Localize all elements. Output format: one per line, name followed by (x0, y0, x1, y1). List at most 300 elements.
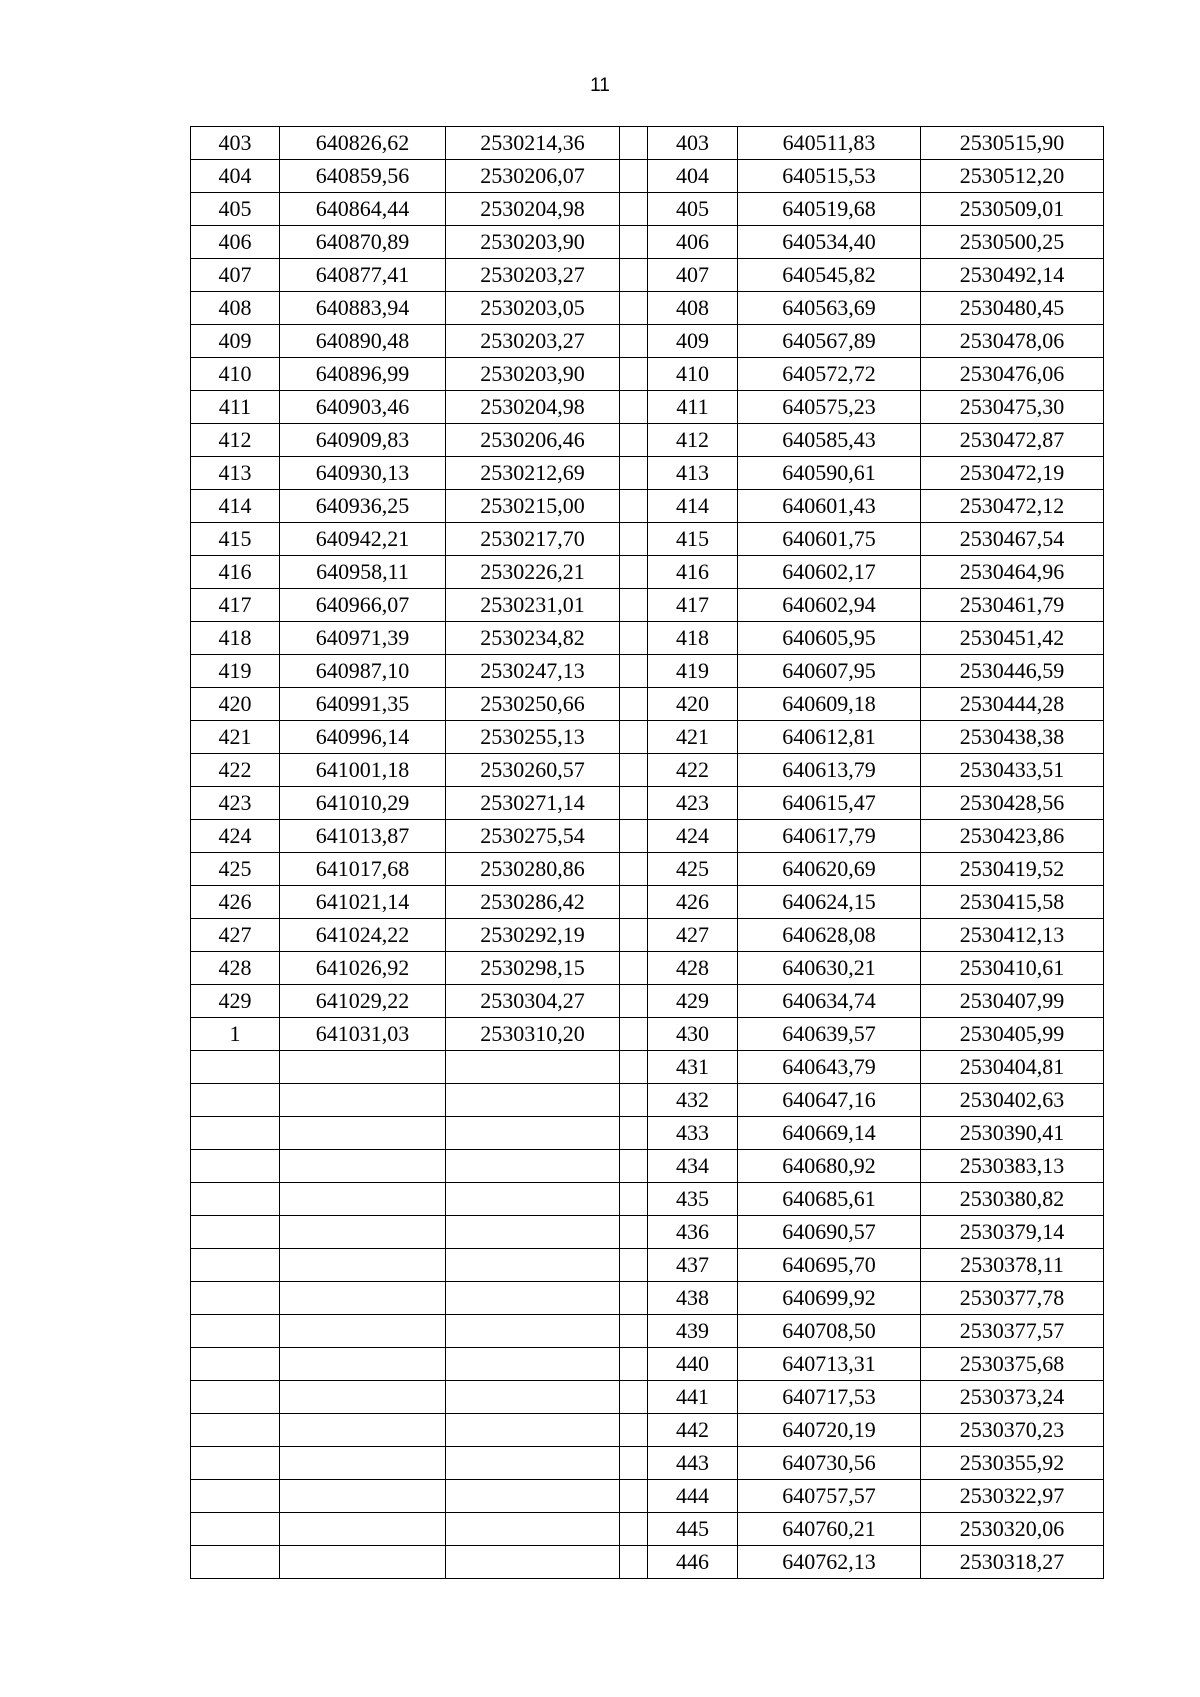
right-x-coordinate-cell: 640609,18 (738, 688, 921, 721)
separator-cell (620, 523, 648, 556)
table-row (191, 226, 1104, 259)
table-row (191, 1183, 1104, 1216)
left-x-coordinate-cell: 640883,94 (280, 292, 446, 325)
right-y-coordinate-cell: 2530373,24 (921, 1381, 1104, 1414)
table-row (191, 1084, 1104, 1117)
separator-cell (620, 1480, 648, 1513)
left-y-coordinate-cell: 2530250,66 (446, 688, 620, 721)
right-point-number-cell: 435 (648, 1183, 738, 1216)
right-y-coordinate-cell: 2530390,41 (921, 1117, 1104, 1150)
right-point-number-cell: 436 (648, 1216, 738, 1249)
table-row (191, 1348, 1104, 1381)
right-y-coordinate-cell: 2530515,90 (921, 127, 1104, 160)
separator-cell (620, 292, 648, 325)
right-y-coordinate-cell: 2530402,63 (921, 1084, 1104, 1117)
separator-cell (620, 490, 648, 523)
right-y-coordinate-cell: 2530433,51 (921, 754, 1104, 787)
right-point-number-cell: 444 (648, 1480, 738, 1513)
right-y-coordinate-cell: 2530379,14 (921, 1216, 1104, 1249)
right-y-coordinate-cell: 2530407,99 (921, 985, 1104, 1018)
right-y-coordinate-cell: 2530410,61 (921, 952, 1104, 985)
left-point-number-cell: 413 (191, 457, 280, 490)
left-x-coordinate-cell (280, 1381, 446, 1414)
right-y-coordinate-cell: 2530478,06 (921, 325, 1104, 358)
right-point-number-cell: 426 (648, 886, 738, 919)
right-x-coordinate-cell: 640757,57 (738, 1480, 921, 1513)
left-x-coordinate-cell (280, 1216, 446, 1249)
left-y-coordinate-cell: 2530292,19 (446, 919, 620, 952)
right-x-coordinate-cell: 640639,57 (738, 1018, 921, 1051)
table-row (191, 1150, 1104, 1183)
table-row (191, 688, 1104, 721)
right-y-coordinate-cell: 2530380,82 (921, 1183, 1104, 1216)
left-point-number-cell (191, 1249, 280, 1282)
separator-cell (620, 1414, 648, 1447)
right-x-coordinate-cell: 640534,40 (738, 226, 921, 259)
separator-cell (620, 1051, 648, 1084)
right-y-coordinate-cell: 2530404,81 (921, 1051, 1104, 1084)
separator-cell (620, 457, 648, 490)
right-point-number-cell: 407 (648, 259, 738, 292)
right-y-coordinate-cell: 2530446,59 (921, 655, 1104, 688)
table-row (191, 886, 1104, 919)
right-y-coordinate-cell: 2530378,11 (921, 1249, 1104, 1282)
right-x-coordinate-cell: 640607,95 (738, 655, 921, 688)
right-x-coordinate-cell: 640617,79 (738, 820, 921, 853)
left-point-number-cell: 411 (191, 391, 280, 424)
right-x-coordinate-cell: 640515,53 (738, 160, 921, 193)
right-y-coordinate-cell: 2530320,06 (921, 1513, 1104, 1546)
right-y-coordinate-cell: 2530377,57 (921, 1315, 1104, 1348)
right-y-coordinate-cell: 2530412,13 (921, 919, 1104, 952)
left-point-number-cell: 419 (191, 655, 280, 688)
separator-cell (620, 424, 648, 457)
table-row (191, 1414, 1104, 1447)
right-point-number-cell: 404 (648, 160, 738, 193)
left-x-coordinate-cell (280, 1051, 446, 1084)
right-y-coordinate-cell: 2530475,30 (921, 391, 1104, 424)
right-x-coordinate-cell: 640545,82 (738, 259, 921, 292)
left-x-coordinate-cell: 640966,07 (280, 589, 446, 622)
left-x-coordinate-cell: 641031,03 (280, 1018, 446, 1051)
left-point-number-cell: 423 (191, 787, 280, 820)
table-row (191, 193, 1104, 226)
left-point-number-cell (191, 1216, 280, 1249)
right-y-coordinate-cell: 2530472,87 (921, 424, 1104, 457)
left-point-number-cell: 417 (191, 589, 280, 622)
table-row (191, 160, 1104, 193)
right-point-number-cell: 424 (648, 820, 738, 853)
right-point-number-cell: 443 (648, 1447, 738, 1480)
table-row (191, 1282, 1104, 1315)
table-row (191, 424, 1104, 457)
right-y-coordinate-cell: 2530383,13 (921, 1150, 1104, 1183)
separator-cell (620, 1513, 648, 1546)
separator-cell (620, 853, 648, 886)
right-point-number-cell: 405 (648, 193, 738, 226)
right-point-number-cell: 413 (648, 457, 738, 490)
left-x-coordinate-cell: 641001,18 (280, 754, 446, 787)
right-y-coordinate-cell: 2530415,58 (921, 886, 1104, 919)
right-point-number-cell: 421 (648, 721, 738, 754)
left-y-coordinate-cell: 2530231,01 (446, 589, 620, 622)
left-x-coordinate-cell (280, 1546, 446, 1579)
left-x-coordinate-cell (280, 1084, 446, 1117)
table-row (191, 1216, 1104, 1249)
separator-cell (620, 1546, 648, 1579)
right-y-coordinate-cell: 2530318,27 (921, 1546, 1104, 1579)
left-y-coordinate-cell (446, 1546, 620, 1579)
right-point-number-cell: 412 (648, 424, 738, 457)
left-x-coordinate-cell: 640903,46 (280, 391, 446, 424)
right-y-coordinate-cell: 2530476,06 (921, 358, 1104, 391)
left-y-coordinate-cell (446, 1282, 620, 1315)
separator-cell (620, 952, 648, 985)
right-y-coordinate-cell: 2530451,42 (921, 622, 1104, 655)
right-x-coordinate-cell: 640511,83 (738, 127, 921, 160)
table-row (191, 985, 1104, 1018)
left-y-coordinate-cell: 2530275,54 (446, 820, 620, 853)
left-point-number-cell: 418 (191, 622, 280, 655)
left-x-coordinate-cell: 640877,41 (280, 259, 446, 292)
left-x-coordinate-cell: 641029,22 (280, 985, 446, 1018)
left-x-coordinate-cell: 641024,22 (280, 919, 446, 952)
right-point-number-cell: 406 (648, 226, 738, 259)
left-y-coordinate-cell: 2530203,90 (446, 226, 620, 259)
left-y-coordinate-cell: 2530271,14 (446, 787, 620, 820)
right-x-coordinate-cell: 640762,13 (738, 1546, 921, 1579)
left-y-coordinate-cell: 2530260,57 (446, 754, 620, 787)
right-point-number-cell: 414 (648, 490, 738, 523)
right-x-coordinate-cell: 640708,50 (738, 1315, 921, 1348)
right-x-coordinate-cell: 640669,14 (738, 1117, 921, 1150)
table-row (191, 1315, 1104, 1348)
right-x-coordinate-cell: 640647,16 (738, 1084, 921, 1117)
left-x-coordinate-cell: 640909,83 (280, 424, 446, 457)
right-point-number-cell: 429 (648, 985, 738, 1018)
left-y-coordinate-cell: 2530203,27 (446, 325, 620, 358)
table-row (191, 1051, 1104, 1084)
left-y-coordinate-cell: 2530217,70 (446, 523, 620, 556)
left-point-number-cell: 425 (191, 853, 280, 886)
table-row (191, 1249, 1104, 1282)
left-y-coordinate-cell: 2530234,82 (446, 622, 620, 655)
left-x-coordinate-cell (280, 1117, 446, 1150)
left-x-coordinate-cell: 641010,29 (280, 787, 446, 820)
left-x-coordinate-cell (280, 1447, 446, 1480)
separator-cell (620, 193, 648, 226)
right-point-number-cell: 416 (648, 556, 738, 589)
separator-cell (620, 655, 648, 688)
right-x-coordinate-cell: 640730,56 (738, 1447, 921, 1480)
right-y-coordinate-cell: 2530512,20 (921, 160, 1104, 193)
separator-cell (620, 1018, 648, 1051)
right-x-coordinate-cell: 640601,43 (738, 490, 921, 523)
left-y-coordinate-cell (446, 1150, 620, 1183)
right-point-number-cell: 434 (648, 1150, 738, 1183)
left-point-number-cell: 412 (191, 424, 280, 457)
right-x-coordinate-cell: 640602,94 (738, 589, 921, 622)
right-x-coordinate-cell: 640590,61 (738, 457, 921, 490)
left-x-coordinate-cell (280, 1315, 446, 1348)
left-x-coordinate-cell (280, 1348, 446, 1381)
right-point-number-cell: 419 (648, 655, 738, 688)
left-point-number-cell (191, 1183, 280, 1216)
right-point-number-cell: 420 (648, 688, 738, 721)
right-y-coordinate-cell: 2530419,52 (921, 853, 1104, 886)
left-y-coordinate-cell (446, 1183, 620, 1216)
table-row (191, 259, 1104, 292)
right-x-coordinate-cell: 640519,68 (738, 193, 921, 226)
left-point-number-cell (191, 1546, 280, 1579)
left-x-coordinate-cell: 640890,48 (280, 325, 446, 358)
separator-cell (620, 1084, 648, 1117)
left-point-number-cell (191, 1084, 280, 1117)
separator-cell (620, 226, 648, 259)
separator-cell (620, 1150, 648, 1183)
right-y-coordinate-cell: 2530423,86 (921, 820, 1104, 853)
table-row (191, 853, 1104, 886)
left-point-number-cell: 409 (191, 325, 280, 358)
separator-cell (620, 127, 648, 160)
left-x-coordinate-cell (280, 1282, 446, 1315)
table-row (191, 820, 1104, 853)
left-x-coordinate-cell (280, 1513, 446, 1546)
separator-cell (620, 820, 648, 853)
table-row (191, 556, 1104, 589)
right-point-number-cell: 423 (648, 787, 738, 820)
left-x-coordinate-cell: 640826,62 (280, 127, 446, 160)
left-x-coordinate-cell: 640996,14 (280, 721, 446, 754)
right-x-coordinate-cell: 640643,79 (738, 1051, 921, 1084)
left-point-number-cell: 421 (191, 721, 280, 754)
left-x-coordinate-cell: 641026,92 (280, 952, 446, 985)
left-x-coordinate-cell (280, 1150, 446, 1183)
table-row (191, 952, 1104, 985)
left-point-number-cell (191, 1282, 280, 1315)
right-point-number-cell: 439 (648, 1315, 738, 1348)
right-y-coordinate-cell: 2530428,56 (921, 787, 1104, 820)
separator-cell (620, 754, 648, 787)
separator-cell (620, 622, 648, 655)
right-point-number-cell: 438 (648, 1282, 738, 1315)
right-point-number-cell: 409 (648, 325, 738, 358)
table-row (191, 655, 1104, 688)
right-point-number-cell: 410 (648, 358, 738, 391)
right-point-number-cell: 422 (648, 754, 738, 787)
table-row (191, 127, 1104, 160)
right-x-coordinate-cell: 640605,95 (738, 622, 921, 655)
table-row (191, 391, 1104, 424)
left-y-coordinate-cell: 2530286,42 (446, 886, 620, 919)
left-point-number-cell (191, 1480, 280, 1513)
left-y-coordinate-cell (446, 1480, 620, 1513)
table-row (191, 292, 1104, 325)
right-point-number-cell: 425 (648, 853, 738, 886)
right-x-coordinate-cell: 640575,23 (738, 391, 921, 424)
right-x-coordinate-cell: 640713,31 (738, 1348, 921, 1381)
table-row (191, 1381, 1104, 1414)
table-row (191, 358, 1104, 391)
left-point-number-cell: 403 (191, 127, 280, 160)
right-y-coordinate-cell: 2530438,38 (921, 721, 1104, 754)
left-y-coordinate-cell: 2530206,07 (446, 160, 620, 193)
table-row (191, 622, 1104, 655)
left-point-number-cell (191, 1150, 280, 1183)
left-y-coordinate-cell (446, 1084, 620, 1117)
separator-cell (620, 1183, 648, 1216)
left-point-number-cell (191, 1117, 280, 1150)
left-y-coordinate-cell (446, 1348, 620, 1381)
left-y-coordinate-cell (446, 1414, 620, 1447)
left-y-coordinate-cell: 2530204,98 (446, 391, 620, 424)
left-x-coordinate-cell: 640859,56 (280, 160, 446, 193)
right-x-coordinate-cell: 640685,61 (738, 1183, 921, 1216)
table-row (191, 787, 1104, 820)
left-point-number-cell: 424 (191, 820, 280, 853)
right-y-coordinate-cell: 2530472,12 (921, 490, 1104, 523)
right-x-coordinate-cell: 640620,69 (738, 853, 921, 886)
right-point-number-cell: 411 (648, 391, 738, 424)
right-x-coordinate-cell: 640612,81 (738, 721, 921, 754)
right-point-number-cell: 441 (648, 1381, 738, 1414)
right-y-coordinate-cell: 2530461,79 (921, 589, 1104, 622)
right-y-coordinate-cell: 2530377,78 (921, 1282, 1104, 1315)
left-point-number-cell (191, 1447, 280, 1480)
table-row (191, 1117, 1104, 1150)
left-y-coordinate-cell: 2530203,27 (446, 259, 620, 292)
left-y-coordinate-cell: 2530247,13 (446, 655, 620, 688)
left-x-coordinate-cell: 640870,89 (280, 226, 446, 259)
left-y-coordinate-cell: 2530298,15 (446, 952, 620, 985)
right-y-coordinate-cell: 2530472,19 (921, 457, 1104, 490)
coordinates-table (190, 126, 1104, 1579)
left-point-number-cell: 429 (191, 985, 280, 1018)
right-point-number-cell: 418 (648, 622, 738, 655)
right-x-coordinate-cell: 640615,47 (738, 787, 921, 820)
separator-cell (620, 589, 648, 622)
left-point-number-cell: 404 (191, 160, 280, 193)
right-x-coordinate-cell: 640760,21 (738, 1513, 921, 1546)
separator-cell (620, 1216, 648, 1249)
right-point-number-cell: 427 (648, 919, 738, 952)
right-point-number-cell: 433 (648, 1117, 738, 1150)
separator-cell (620, 325, 648, 358)
left-y-coordinate-cell: 2530214,36 (446, 127, 620, 160)
right-x-coordinate-cell: 640613,79 (738, 754, 921, 787)
left-y-coordinate-cell: 2530203,05 (446, 292, 620, 325)
right-x-coordinate-cell: 640695,70 (738, 1249, 921, 1282)
left-x-coordinate-cell: 640930,13 (280, 457, 446, 490)
left-y-coordinate-cell: 2530204,98 (446, 193, 620, 226)
left-point-number-cell (191, 1513, 280, 1546)
left-x-coordinate-cell: 640958,11 (280, 556, 446, 589)
left-y-coordinate-cell (446, 1216, 620, 1249)
table-row (191, 1480, 1104, 1513)
separator-cell (620, 556, 648, 589)
left-y-coordinate-cell: 2530212,69 (446, 457, 620, 490)
right-x-coordinate-cell: 640634,74 (738, 985, 921, 1018)
separator-cell (620, 787, 648, 820)
separator-cell (620, 1315, 648, 1348)
right-y-coordinate-cell: 2530322,97 (921, 1480, 1104, 1513)
left-x-coordinate-cell: 640936,25 (280, 490, 446, 523)
separator-cell (620, 391, 648, 424)
right-y-coordinate-cell: 2530355,92 (921, 1447, 1104, 1480)
table-row (191, 523, 1104, 556)
separator-cell (620, 160, 648, 193)
right-point-number-cell: 430 (648, 1018, 738, 1051)
left-x-coordinate-cell (280, 1480, 446, 1513)
separator-cell (620, 1117, 648, 1150)
right-y-coordinate-cell: 2530370,23 (921, 1414, 1104, 1447)
left-x-coordinate-cell (280, 1414, 446, 1447)
left-point-number-cell: 420 (191, 688, 280, 721)
right-point-number-cell: 403 (648, 127, 738, 160)
right-x-coordinate-cell: 640585,43 (738, 424, 921, 457)
left-point-number-cell: 428 (191, 952, 280, 985)
table-row (191, 457, 1104, 490)
right-x-coordinate-cell: 640720,19 (738, 1414, 921, 1447)
right-point-number-cell: 431 (648, 1051, 738, 1084)
separator-cell (620, 1381, 648, 1414)
table-row (191, 1513, 1104, 1546)
left-y-coordinate-cell (446, 1117, 620, 1150)
right-x-coordinate-cell: 640628,08 (738, 919, 921, 952)
table-row (191, 1447, 1104, 1480)
left-point-number-cell (191, 1315, 280, 1348)
right-x-coordinate-cell: 640572,72 (738, 358, 921, 391)
right-point-number-cell: 440 (648, 1348, 738, 1381)
right-x-coordinate-cell: 640601,75 (738, 523, 921, 556)
right-y-coordinate-cell: 2530467,54 (921, 523, 1104, 556)
right-x-coordinate-cell: 640680,92 (738, 1150, 921, 1183)
left-x-coordinate-cell: 640942,21 (280, 523, 446, 556)
right-x-coordinate-cell: 640630,21 (738, 952, 921, 985)
right-point-number-cell: 442 (648, 1414, 738, 1447)
left-point-number-cell: 410 (191, 358, 280, 391)
left-point-number-cell: 415 (191, 523, 280, 556)
left-x-coordinate-cell: 641021,14 (280, 886, 446, 919)
left-x-coordinate-cell: 641017,68 (280, 853, 446, 886)
left-point-number-cell (191, 1381, 280, 1414)
left-point-number-cell: 1 (191, 1018, 280, 1051)
separator-cell (620, 1348, 648, 1381)
right-y-coordinate-cell: 2530375,68 (921, 1348, 1104, 1381)
left-y-coordinate-cell (446, 1249, 620, 1282)
right-y-coordinate-cell: 2530405,99 (921, 1018, 1104, 1051)
left-y-coordinate-cell (446, 1513, 620, 1546)
right-x-coordinate-cell: 640699,92 (738, 1282, 921, 1315)
right-point-number-cell: 437 (648, 1249, 738, 1282)
table-row (191, 589, 1104, 622)
table-row (191, 490, 1104, 523)
right-point-number-cell: 428 (648, 952, 738, 985)
right-y-coordinate-cell: 2530509,01 (921, 193, 1104, 226)
left-x-coordinate-cell: 640991,35 (280, 688, 446, 721)
right-x-coordinate-cell: 640690,57 (738, 1216, 921, 1249)
right-point-number-cell: 446 (648, 1546, 738, 1579)
left-y-coordinate-cell (446, 1381, 620, 1414)
table-row (191, 721, 1104, 754)
right-x-coordinate-cell: 640717,53 (738, 1381, 921, 1414)
separator-cell (620, 886, 648, 919)
left-y-coordinate-cell: 2530280,86 (446, 853, 620, 886)
left-x-coordinate-cell: 640971,39 (280, 622, 446, 655)
left-point-number-cell: 422 (191, 754, 280, 787)
table-row (191, 325, 1104, 358)
left-point-number-cell: 427 (191, 919, 280, 952)
